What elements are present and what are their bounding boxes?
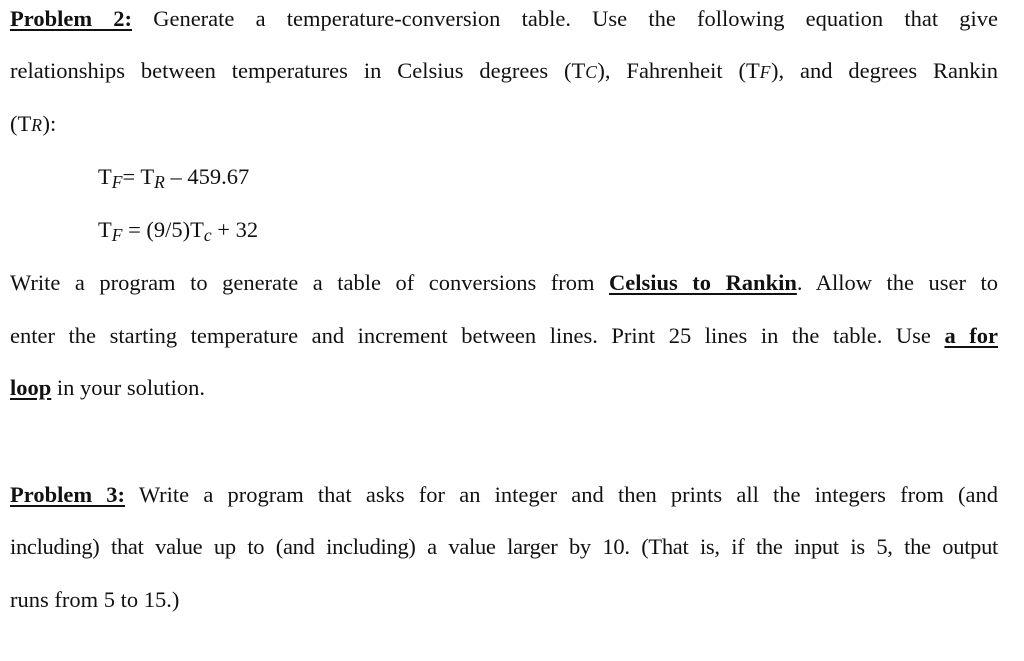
problem3-line-3 bbox=[10, 585, 998, 615]
problem2-heading: Problem 2: bbox=[10, 6, 132, 31]
problem3-line3-text: runs from 5 to 15.) bbox=[10, 587, 180, 612]
loop-emphasis: loop bbox=[10, 375, 52, 400]
problem2-line4-a: Write a program to generate a table of conversions from bbox=[10, 270, 610, 295]
problem2-line-5 bbox=[10, 321, 998, 351]
problem2-line3-a: (T bbox=[10, 111, 32, 136]
problem2-line5-a: enter the starting temperature and increment between lines. Print 25 lines in the table. Use bbox=[10, 323, 945, 348]
problem3-line2-text: including) that value up to (and including) a value larger by 10. (That is, if the input is 5, the output bbox=[10, 534, 998, 559]
problem2-line6-b: in your solution. bbox=[51, 375, 206, 400]
problem2-line2-b: ), Fahrenheit (T bbox=[597, 58, 760, 83]
eq1-lhs-subscript: F bbox=[111, 172, 123, 192]
equation-fahrenheit-rankin bbox=[98, 162, 249, 193]
eq2-middle: = (9/5)T bbox=[122, 217, 204, 242]
problem2-line-1 bbox=[10, 4, 998, 34]
fahrenheit-subscript: F bbox=[759, 62, 772, 82]
eq1-rhs-subscript: R bbox=[154, 172, 165, 192]
celsius-subscript: C bbox=[585, 62, 598, 82]
celsius-to-rankin-emphasis: Celsius to Rankin bbox=[609, 270, 797, 295]
problem2-line3-b: ): bbox=[42, 111, 57, 136]
problem2-line-4 bbox=[10, 268, 998, 298]
eq2-lhs-subscript: F bbox=[111, 225, 123, 245]
problem2-line2-a: relationships between temperatures in Celsius degrees (T bbox=[10, 58, 586, 83]
equation-fahrenheit-celsius bbox=[98, 215, 258, 246]
problem2-line-3 bbox=[10, 109, 998, 140]
eq2-rhs-subscript: c bbox=[203, 225, 212, 245]
rankin-subscript: R bbox=[31, 115, 43, 135]
problem2-line-2 bbox=[10, 56, 998, 87]
problem3-line-1 bbox=[10, 480, 998, 510]
problem2-line4-b: . Allow the user to bbox=[796, 270, 999, 295]
problem3-line-2 bbox=[10, 532, 998, 562]
problem3-intro-text: Write a program that asks for an integer and then prints all the integers from (and bbox=[138, 482, 999, 507]
a-for-emphasis: a for bbox=[944, 323, 998, 348]
eq1-constant: – 459.67 bbox=[164, 164, 250, 189]
problem2-line-6 bbox=[10, 373, 998, 403]
eq2-lhs-t: T bbox=[98, 217, 112, 242]
eq2-constant: + 32 bbox=[211, 217, 259, 242]
eq1-equals: = T bbox=[122, 164, 155, 189]
problem2-line2-c: ), and degrees Rankin bbox=[771, 58, 999, 83]
problem2-intro-text: Generate a temperature-conversion table. Use the following equation that give bbox=[153, 6, 999, 31]
problem3-heading: Problem 3: bbox=[10, 482, 126, 507]
eq1-lhs-t: T bbox=[98, 164, 112, 189]
